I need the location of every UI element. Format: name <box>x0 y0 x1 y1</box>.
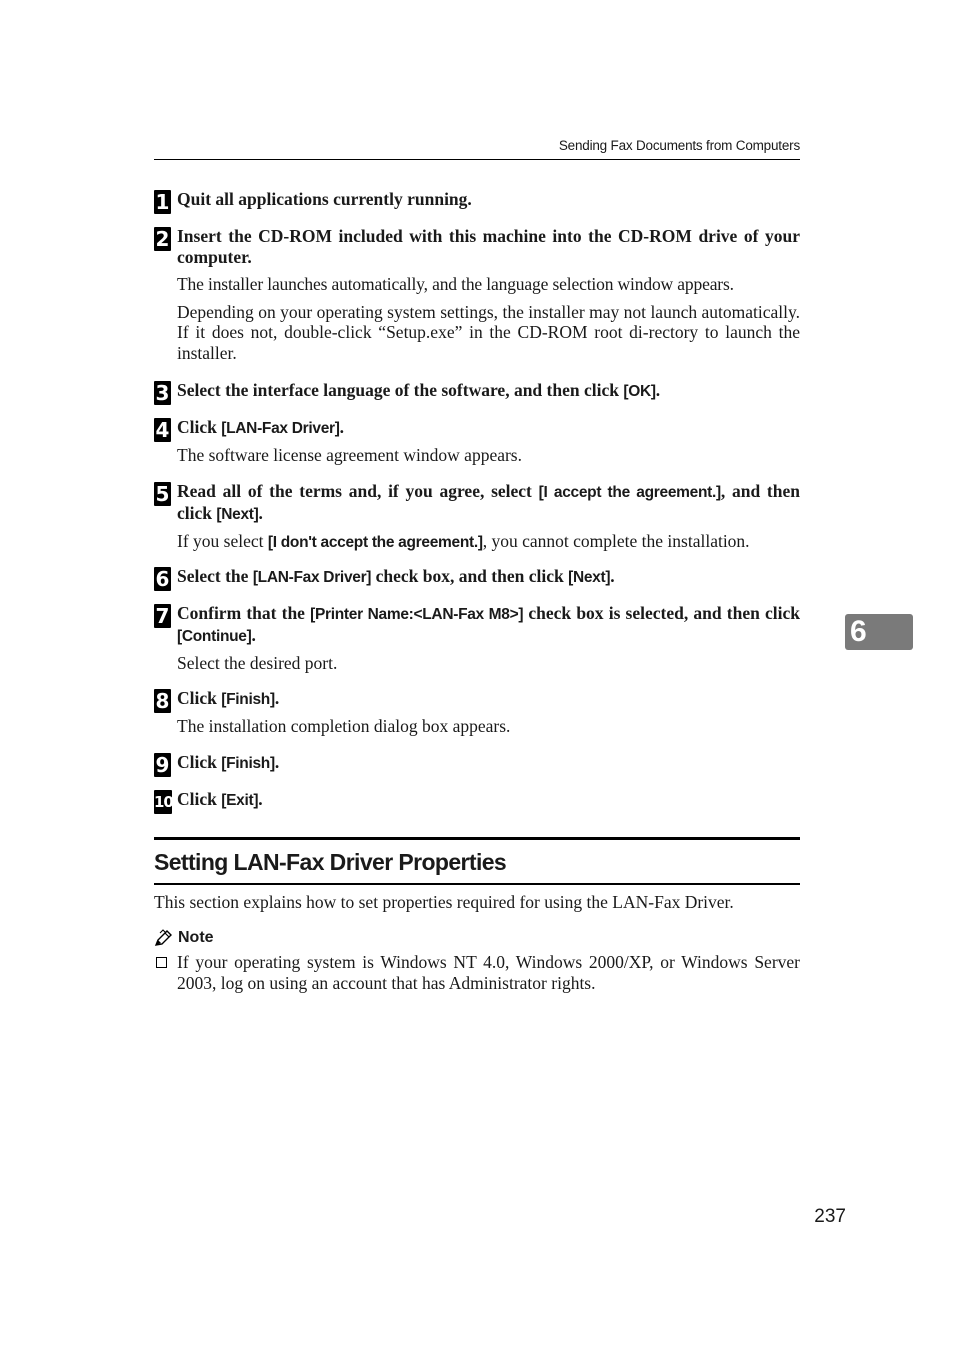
section-rule-bottom <box>154 883 800 885</box>
step-title: Confirm that the [Printer Name:<LAN-Fax M8>] check box is selected, and then click [Continue]. <box>177 603 800 645</box>
step-8 <box>154 688 800 737</box>
step-title: Click [Exit]. <box>177 789 263 809</box>
note-heading <box>154 927 214 949</box>
step-4 <box>154 417 800 466</box>
chapter-number: 6 <box>850 615 867 648</box>
step-title: Click [Finish]. <box>177 688 280 708</box>
chapter-tab <box>845 614 913 650</box>
step-body: Select the desired port. <box>177 653 338 673</box>
step-number-icon: 8 <box>155 689 170 713</box>
step-number-icon: 10 <box>154 790 172 814</box>
step-3 <box>154 380 800 405</box>
step-number-icon: 9 <box>155 753 170 777</box>
step-number-icon: 7 <box>155 604 170 628</box>
step-body: The installation completion dialog box appears. <box>177 716 511 736</box>
step-1 <box>154 189 800 214</box>
next-key: [Next] <box>568 569 611 586</box>
header-rule <box>154 159 800 160</box>
finish-key: [Finish] <box>221 691 275 708</box>
step-9 <box>154 752 800 777</box>
step-number-icon: 2 <box>155 227 170 251</box>
page-number: 237 <box>814 1206 846 1227</box>
step-title: Quit all applications currently running. <box>177 189 472 209</box>
decline-key: [I don't accept the agreement.] <box>267 534 483 551</box>
step-body: Depending on your operating system settings, the installer may not launch automatically. If it does not, double-click “Setup.exe” in the CD-ROM root di-rectory to launch the installer. <box>177 301 800 363</box>
note-text: If your operating system is Windows NT 4.0, Windows 2000/XP, or Windows Server 2003, log on using an account that has Administrator rights. <box>177 952 800 993</box>
printer-name-key: [Printer Name:<LAN-Fax M8>] <box>310 606 524 623</box>
lan-fax-driver-key: [LAN-Fax Driver] <box>221 420 340 437</box>
note-item <box>154 952 800 993</box>
running-header: Sending Fax Documents from Computers <box>558 138 800 153</box>
finish-key: [Finish] <box>221 755 275 772</box>
step-title: Insert the CD-ROM included with this machine into the CD-ROM drive of your computer. <box>177 226 800 267</box>
step-7 <box>154 603 800 674</box>
section-rule-top <box>154 837 800 840</box>
step-body: If you select [I don't accept the agreement.], you cannot complete the installation. <box>177 531 750 551</box>
lan-fax-driver-key: [LAN-Fax Driver] <box>252 569 372 586</box>
note-label: Note <box>178 929 214 946</box>
exit-key: [Exit] <box>221 792 259 809</box>
section-intro: This section explains how to set properties required for using the LAN-Fax Driver. <box>154 892 734 912</box>
ok-key: [OK] <box>623 383 656 400</box>
step-body: The software license agreement window appears. <box>177 445 522 465</box>
step-title: Click [Finish]. <box>177 752 280 772</box>
pencil-icon <box>154 929 174 947</box>
step-10 <box>154 789 800 811</box>
step-5 <box>154 481 800 554</box>
step-title: Click [LAN-Fax Driver]. <box>177 417 344 437</box>
section-title: Setting LAN-Fax Driver Properties <box>154 849 507 875</box>
step-number-icon: 1 <box>155 190 170 214</box>
checkbox-icon <box>156 957 167 968</box>
step-title: Read all of the terms and, if you agree, select [I accept the agreement.], and then click [Next]. <box>177 481 800 523</box>
step-body: The installer launches automatically, and the language selection window appears. <box>177 274 734 294</box>
accept-key: [I accept the agreement.] <box>538 484 721 501</box>
step-title: Select the [LAN-Fax Driver] check box, and then click [Next]. <box>177 566 615 586</box>
next-key: [Next] <box>216 506 259 523</box>
step-number-icon: 3 <box>155 381 170 405</box>
step-number-icon: 4 <box>155 418 170 442</box>
step-title: Select the interface language of the software, and then click [OK]. <box>177 380 661 400</box>
step-number-icon: 5 <box>155 482 170 506</box>
continue-key: [Continue] <box>177 628 252 645</box>
step-number-icon: 6 <box>155 567 170 591</box>
step-6 <box>154 566 800 591</box>
step-2 <box>154 226 800 363</box>
